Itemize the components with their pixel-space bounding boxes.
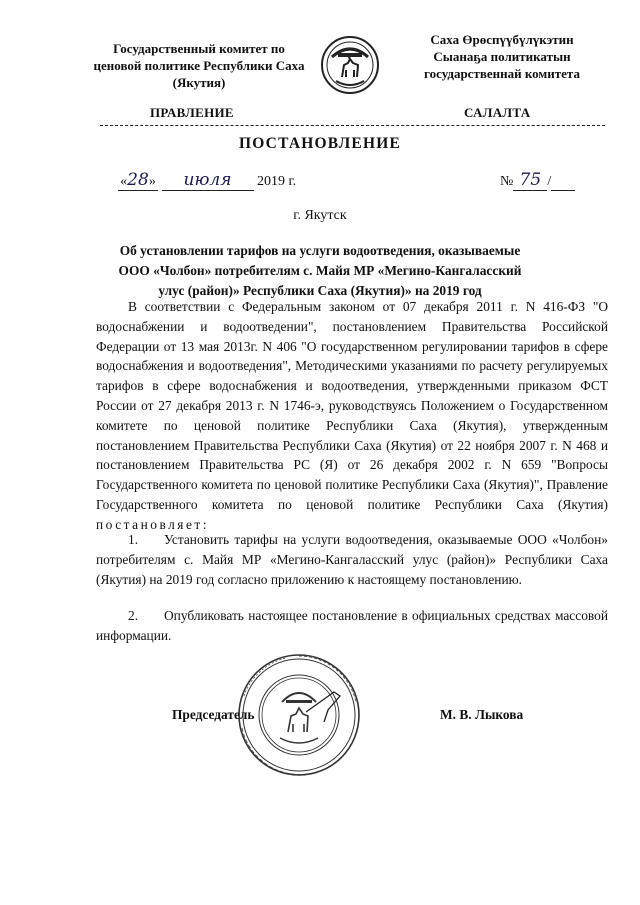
signatory-name: М. В. Лыкова [440,707,524,722]
coat-of-arms-icon [320,35,380,95]
official-seal-icon [236,652,362,778]
decree-item-text: Опубликовать настоящее постановление в официальных средствах массовой информации. [96,608,608,643]
date-month-field: июля [162,170,254,191]
city-label: г. Якутск [293,208,347,223]
document-title: ПОСТАНОВЛЕНИЕ [238,135,402,152]
department-right: САЛАЛТА [464,105,531,120]
decree-item-2: 2. Опубликовать настоящее постановление в официальных средствах массовой информации. [96,608,608,643]
header-org-left: Государственный комитет по ценовой политике Республики Саха (Якутия) [93,41,305,90]
date-day-field: «28» [118,170,158,191]
document-subject: Об установлении тарифов на услуги водоотведения, оказываемые ООО «Чолбон» потребителям с. Майя МР «Мегино-Кангаласский улус (район)» Республики Саха (Якутия)» на 2019 год [118,243,522,298]
document-date [118,170,296,191]
decree-word: постановляет: [96,516,209,532]
preamble-text: В соответствии с Федеральным законом от 07 декабря 2011 г. N 416-ФЗ "О водоснабжении и водоотведении", постановлением Правительства Российской Федерации от 13 мая 2013г. N 406 "О государственном регулировании тарифов в сфере водоснабжения и водоотведения", Методическими указаниями по расчету регулируемых тарифов в сфере водоснабжения и водоотведения, утвержденными приказом ФСТ России от 27 декабря 2013 г. N 1746-э, руководствуясь Положением о Государственном комитете по ценовой политике Республики Саха (Якутия), утвержденным постановлением Правительства Республики Саха (Якутия) от 22 ноября 2007 г. N 468 и постановлением Правительства РС (Я) от 26 декабря 2002 г. N 659 "Вопросы Государственного комитета по ценовой политике Республики Саха (Якутия)", Правление Государственного комитета по ценовой политике Республики Саха (Якутия) [96,299,608,512]
preamble-paragraph [96,297,608,535]
department-left: ПРАВЛЕНИЕ [150,105,234,120]
date-year: 2019 г. [257,174,297,189]
number-field: 75 [513,170,547,191]
signatory-title: Председатель [172,707,255,722]
header-divider [100,125,605,126]
decree-item-text: Установить тарифы на услуги водоотведения, оказываемые ООО «Чолбон» потребителям с. Майя МР «Мегино-Кангаласский улус (район)» Республики Саха (Якутия) на 2019 год согласно приложению к настоящему постановлению. [96,532,608,587]
header-org-right: Саха Өрөспүүбүлүкэтин Сыанаҕа политикатын государственнай комитета [424,32,580,81]
decree-item-1: 1. Установить тарифы на услуги водоотведения, оказываемые ООО «Чолбон» потребителям с. Майя МР «Мегино-Кангаласский улус (район)» Республики Саха (Якутия) на 2019 год согласно приложению к настоящему постановлению. [96,532,608,587]
document-number: № 75 / [500,170,575,191]
